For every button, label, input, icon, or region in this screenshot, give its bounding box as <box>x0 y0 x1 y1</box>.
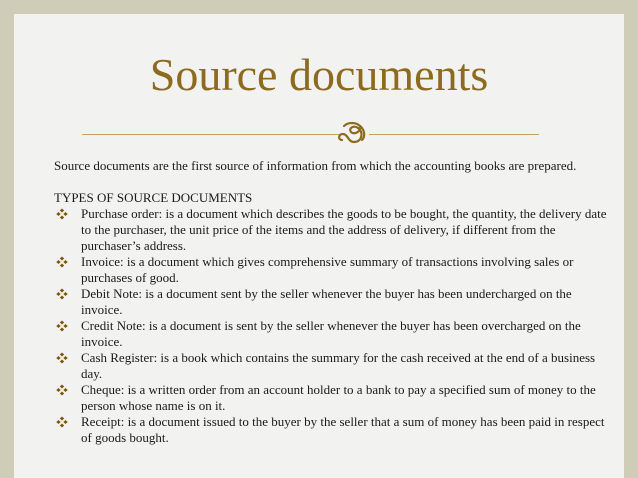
scroll-ornament-icon <box>336 120 368 146</box>
list-item <box>54 382 614 414</box>
four-diamond-bullet-icon <box>56 416 68 428</box>
list-item-text: Purchase order: is a document which describes the goods to be bought, the quantity, the delivery date to the purchaser, the unit price of the items and the address of delivery, if different from the purchaser’s address. <box>81 206 607 253</box>
four-diamond-bullet-icon <box>56 384 68 396</box>
slide-title: Source documents <box>149 49 489 100</box>
four-diamond-bullet-icon <box>56 256 68 268</box>
four-diamond-bullet-icon <box>56 288 68 300</box>
list-item <box>54 318 614 350</box>
title-divider-right <box>369 134 539 135</box>
slide-body <box>54 158 614 446</box>
list-item-text: Receipt: is a document issued to the buyer by the seller that a sum of money has been paid in respect of goods bought. <box>81 414 605 445</box>
list-item <box>54 350 614 382</box>
list-item-text: Credit Note: is a document is sent by the seller whenever the buyer has been overcharged on the invoice. <box>81 318 581 349</box>
list-item <box>54 414 614 446</box>
source-document-list <box>54 206 614 446</box>
list-item <box>54 254 614 286</box>
four-diamond-bullet-icon <box>56 352 68 364</box>
intro-paragraph: Source documents are the first source of information from which the accounting books are prepared. <box>54 158 577 173</box>
list-item <box>54 206 614 254</box>
section-heading: TYPES OF SOURCE DOCUMENTS <box>54 190 253 205</box>
list-item-text: Invoice: is a document which gives comprehensive summary of transactions involving sales or purchases of good. <box>81 254 574 285</box>
title-divider-left <box>82 134 340 135</box>
list-item <box>54 286 614 318</box>
list-item-text: Cheque: is a written order from an account holder to a bank to pay a specified sum of money to the person whose name is on it. <box>81 382 596 413</box>
list-item-text: Cash Register: is a book which contains the summary for the cash received at the end of a business day. <box>81 350 596 381</box>
four-diamond-bullet-icon <box>56 320 68 332</box>
slide <box>14 14 624 478</box>
four-diamond-bullet-icon <box>56 208 68 220</box>
list-item-text: Debit Note: is a document sent by the seller whenever the buyer has been undercharged on the invoice. <box>81 286 572 317</box>
